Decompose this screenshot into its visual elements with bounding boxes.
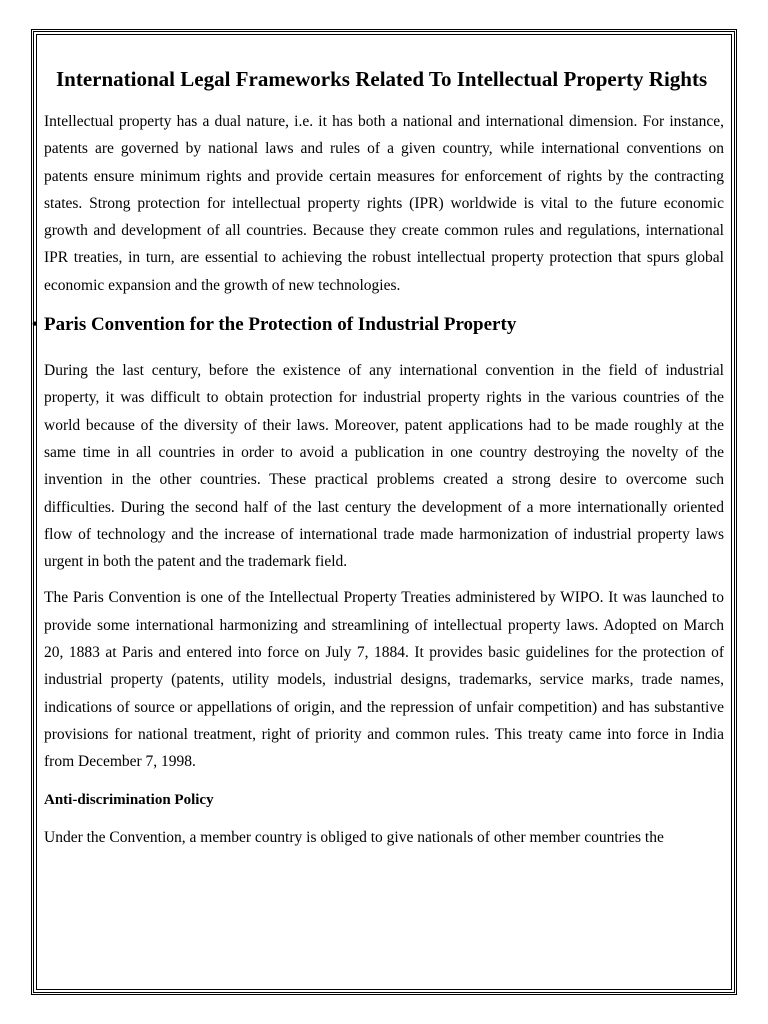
section-heading-paris-convention — [32, 313, 724, 337]
section-heading-text: Paris Convention for the Protection of Industrial Property — [44, 314, 517, 336]
paris-paragraph-2: The Paris Convention is one of the Intellectual Property Treaties administered by WIPO. It was launched to provide some international harmonizing and streamlining of intellectual property laws. Adopted on March 20, 1883 at Paris and entered into force on July 7, 1884. It provides basic guidelines for the protection of industrial property (patents, utility models, industrial designs, trademarks, service marks, trade names, indications of source or appellations of origin, and the repression of unfair competition) and has substantive provisions for national treatment, right of priority and common rules. This treaty came into force in India from December 7, 1998. — [44, 589, 724, 771]
subheading-anti-discrimination: Anti-discrimination Policy — [44, 791, 214, 808]
document-title: International Legal Frameworks Related To Intellectual Property Rights — [56, 67, 708, 91]
anti-discrimination-paragraph: Under the Convention, a member country is obliged to give nationals of other member countries the — [44, 828, 664, 846]
paris-paragraph-1: During the last century, before the existence of any international convention in the field of industrial property, it was difficult to obtain protection for industrial property rights in the various countries of the world because of the diversity of their laws. Moreover, patent applications had to be made roughly at the same time in all countries in order to avoid a publication in one country destroying the novelty of the invention in the other countries. These practical problems created a strong desire to overcome such difficulties. During the second half of the last century the development of a more internationally oriented flow of technology and the increase of international trade made harmonization of industrial property laws urgent in both the patent and the trademark field. — [44, 362, 724, 571]
bullet-icon: • — [32, 316, 38, 334]
intro-paragraph: Intellectual property has a dual nature, i.e. it has both a national and international dimension. For instance, patents are governed by national laws and rules of a given country, while international conventions on patents ensure minimum rights and provide certain measures for enforcement of rights by the contracting states. Strong protection for intellectual property rights (IPR) worldwide is vital to the future economic growth and development of all countries. Because they create common rules and regulations, international IPR treaties, in turn, are essential to achieving the robust intellectual property protection that spurs global economic expansion and the growth of new technologies. — [44, 113, 724, 294]
document-body — [32, 60, 724, 851]
